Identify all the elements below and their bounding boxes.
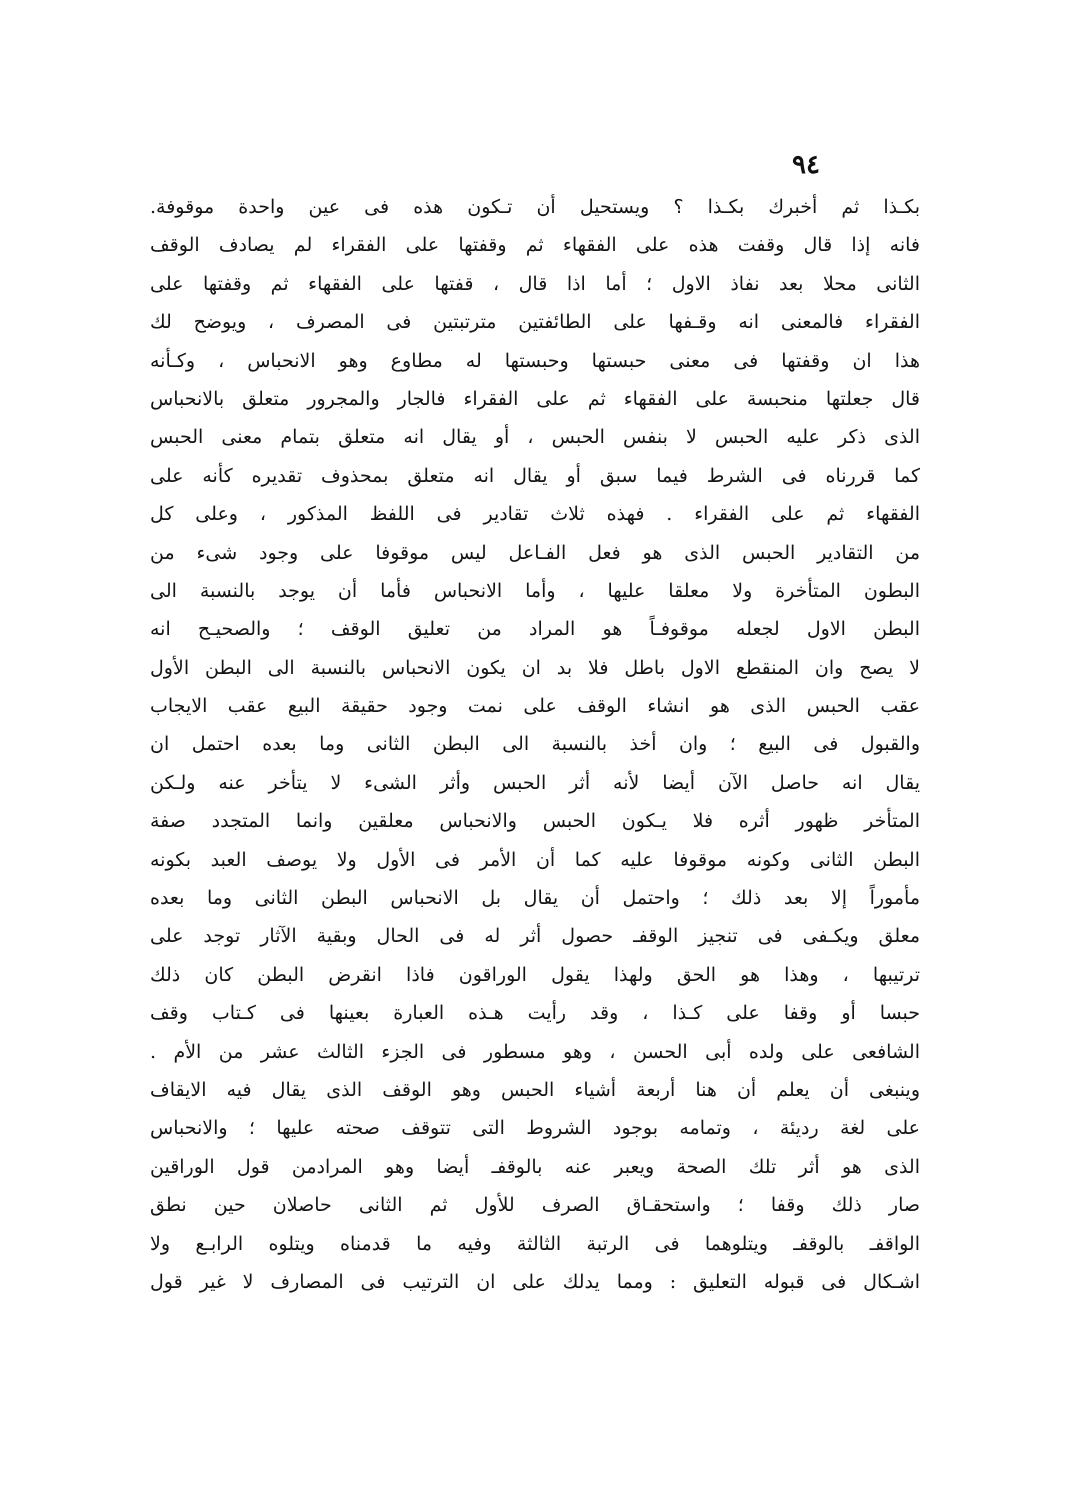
text-line: والقبول فى البيع ؛ وان أخذ بالنسبة الى البطن الثانى وما بعده احتمل ان <box>150 733 920 756</box>
text-line: قال جعلتها منحبسة على الفقهاء ثم على الفقراء فالجار والمجرور متعلق بالانحباس <box>150 387 920 410</box>
text-line: لا يصح وان المنقطع الاول باطل فلا بد ان يكون الانحباس بالنسبة الى البطن الأول <box>150 656 920 679</box>
text-line: البطن الاول لجعله موقوفـاً هو المراد من تعليق الوقف ؛ والصحيـح انه <box>150 618 920 641</box>
text-line: صار ذلك وقفا ؛ واستحقـاق الصرف للأول ثم الثانى حاصلان حين نطق <box>150 1194 920 1217</box>
text-line: المتأخر ظهور أثره فلا يـكون الحبس والانحباس معلقين وانما المتجدد صفة <box>150 810 920 833</box>
text-line: البطون المتأخرة ولا معلقا عليها ، وأما الانحباس فأما أن يوجد بالنسبة الى <box>150 579 920 602</box>
text-line: هذا ان وقفتها فى معنى حبستها وحبستها له مطاوع وهو الانحباس ، وكـأنه <box>150 349 920 372</box>
text-line: كما قررناه فى الشرط فيما سبق أو يقال انه متعلق بمحذوف تقديره كأنه على <box>150 464 920 487</box>
text-line: وينبغى أن يعلم أن هنا أربعة أشياء الحبس وهو الوقف الذى يقال فيه الايقاف <box>150 1078 920 1101</box>
text-line: يقال انه حاصل الآن أيضا لأنه أثر الحبس وأثر الشىء لا يتأخر عنه ولـكن <box>150 771 920 794</box>
text-line: ترتيبها ، وهذا هو الحق ولهذا يقول الوراقون فاذا انقرض البطن كان ذلك <box>150 963 920 986</box>
text-line: البطن الثانى وكونه موقوفا عليه كما أن الأمر فى الأول ولا يوصف العبد بكونه <box>150 848 920 871</box>
text-line: الواقفـ بالوقفـ ويتلوهما فى الرتبة الثالثة وفيه ما قدمناه ويتلوه الرابـع ولا <box>150 1232 920 1255</box>
text-line: معلق ويكـفى فى تنجيز الوقفـ حصول أثر له فى الحال وبقية الآثار توجد على <box>150 925 920 948</box>
text-line: حبسا أو وقفا على كـذا ، وقد رأيت هـذه العبارة بعينها فى كـتاب وقف <box>150 1002 920 1025</box>
text-line: اشـكال فى قبوله التعليق : ومما يدلك على ان الترتيب فى المصارف لا غير قول <box>150 1270 920 1293</box>
text-line: عقب الحبس الذى هو انشاء الوقف على نمت وجود حقيقة البيع عقب الايجاب <box>150 695 920 718</box>
text-line: مأموراً إلا بعد ذلك ؛ واحتمل أن يقال بل الانحباس البطن الثانى وما بعده <box>150 887 920 910</box>
text-line: الفقهاء ثم على الفقراء . فهذه ثلاث تقادير فى اللفظ المذكور ، وعلى كل <box>150 503 920 526</box>
body-text <box>150 188 920 1301</box>
text-line: من التقادير الحبس الذى هو فعل الفـاعل ليس موقوفا على وجود شىء من <box>150 541 920 564</box>
text-line: بكـذا ثم أخبرك بكـذا ؟ ويستحيل أن تـكون هذه فى عين واحدة موقوفة. <box>150 196 920 218</box>
text-line: الثانى محلا بعد نفاذ الاول ؛ أما اذا قال ، قفتها على الفقهاء ثم وقفتها على <box>150 272 920 295</box>
text-line: على لغة رديئة ، وتمامه بوجود الشروط التى تتوقف صحته عليها ؛ والانحباس <box>150 1117 920 1140</box>
text-line: الشافعى على ولده أبى الحسن ، وهو مسطور فى الجزء الثالث عشر من الأم . <box>150 1040 920 1063</box>
text-line: الفقراء فالمعنى انه وقـفها على الطائفتين مترتبتين فى المصرف ، ويوضح لك <box>150 311 920 334</box>
text-line: الذى هو أثر تلك الصحة ويعبر عنه بالوقفـ أيضا وهو المرادمن قول الوراقين <box>150 1155 920 1178</box>
text-line: الذى ذكر عليه الحبس لا بنفس الحبس ، أو يقال انه متعلق بتمام معنى الحبس <box>150 426 920 449</box>
text-line: فانه إذا قال وقفت هذه على الفقهاء ثم وقفتها على الفقراء لم يصادف الوقف <box>150 234 920 257</box>
page-number: ٩٤ <box>792 150 820 180</box>
